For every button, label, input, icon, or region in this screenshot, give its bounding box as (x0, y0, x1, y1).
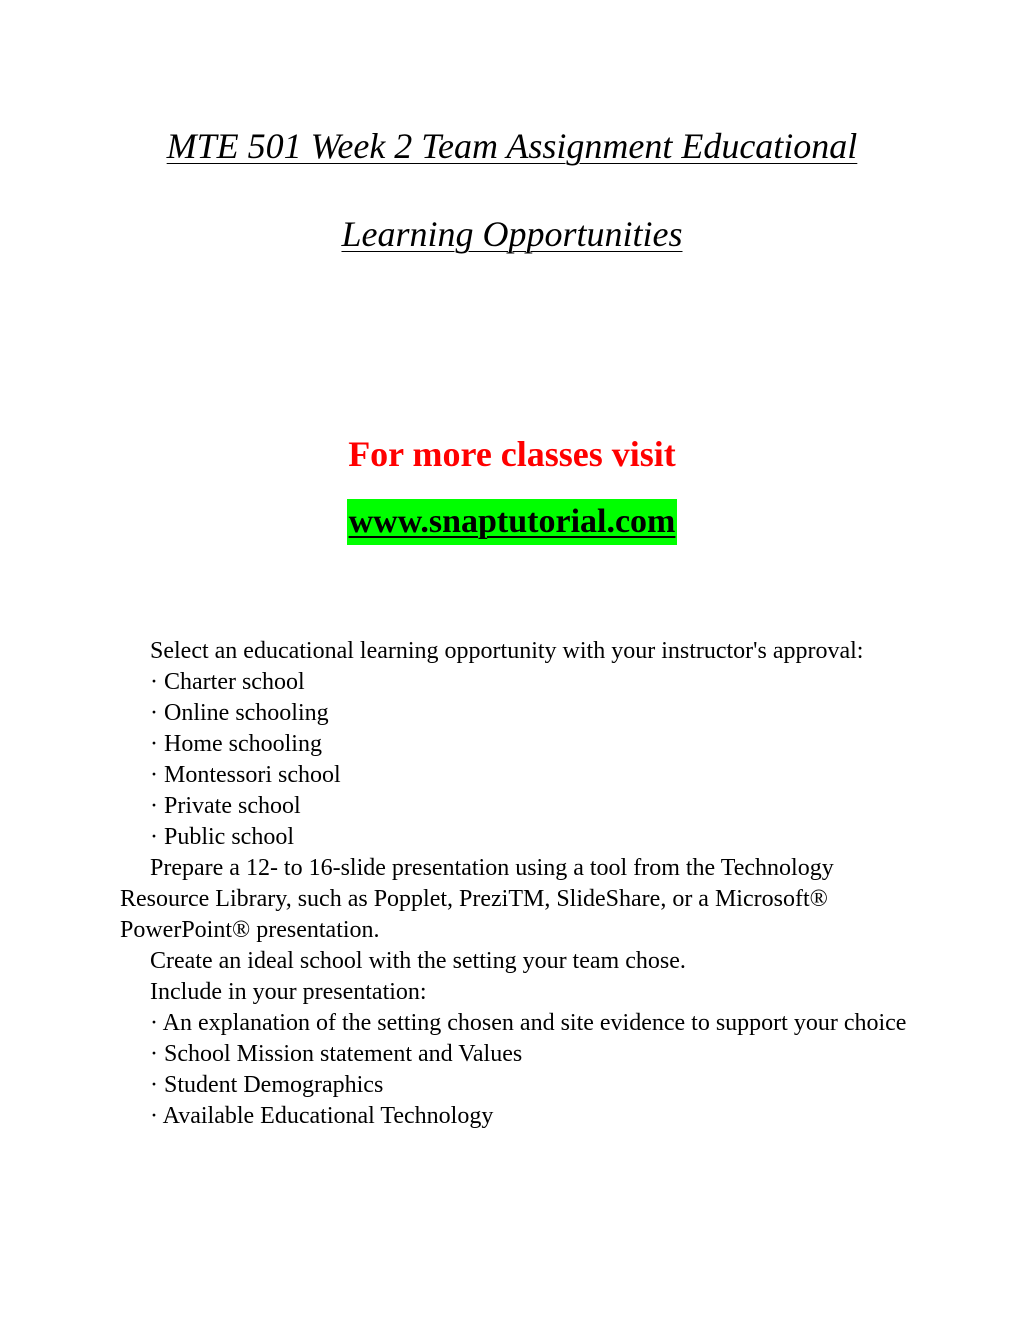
list-item: · Montessori school (150, 762, 341, 788)
promo-link[interactable]: www.snaptutorial.com (347, 499, 678, 545)
body-paragraph: Include in your presentation: (150, 979, 427, 1005)
list-item: · Student Demographics (150, 1072, 384, 1098)
promo-link-container (0, 499, 1024, 545)
promo-text: For more classes visit (348, 434, 676, 474)
body-paragraph: Select an educational learning opportunity with your instructor's approval: (150, 638, 864, 664)
list-item: · Available Educational Technology (150, 1103, 494, 1129)
body-paragraph: Prepare a 12- to 16-slide presentation using a tool from the Technology Resource Library, such as Popplet, PreziTM, SlideShare, or a Microsoft® PowerPoint® presentation. (120, 855, 834, 943)
list-item: · Online schooling (150, 700, 329, 726)
title-line-2: Learning Opportunities (341, 214, 683, 254)
list-item: · Home schooling (150, 731, 322, 757)
list-item: · Charter school (150, 669, 305, 695)
title-line-1: MTE 501 Week 2 Team Assignment Educational (166, 126, 858, 166)
list-item: · Private school (150, 793, 301, 819)
assignment-body (120, 636, 910, 1132)
body-paragraph: Create an ideal school with the setting your team chose. (150, 948, 686, 974)
list-item: · School Mission statement and Values (150, 1041, 523, 1067)
list-item: · Public school (150, 824, 294, 850)
body-paragraph: · An explanation of the setting chosen and site evidence to support your choice (150, 1010, 907, 1036)
